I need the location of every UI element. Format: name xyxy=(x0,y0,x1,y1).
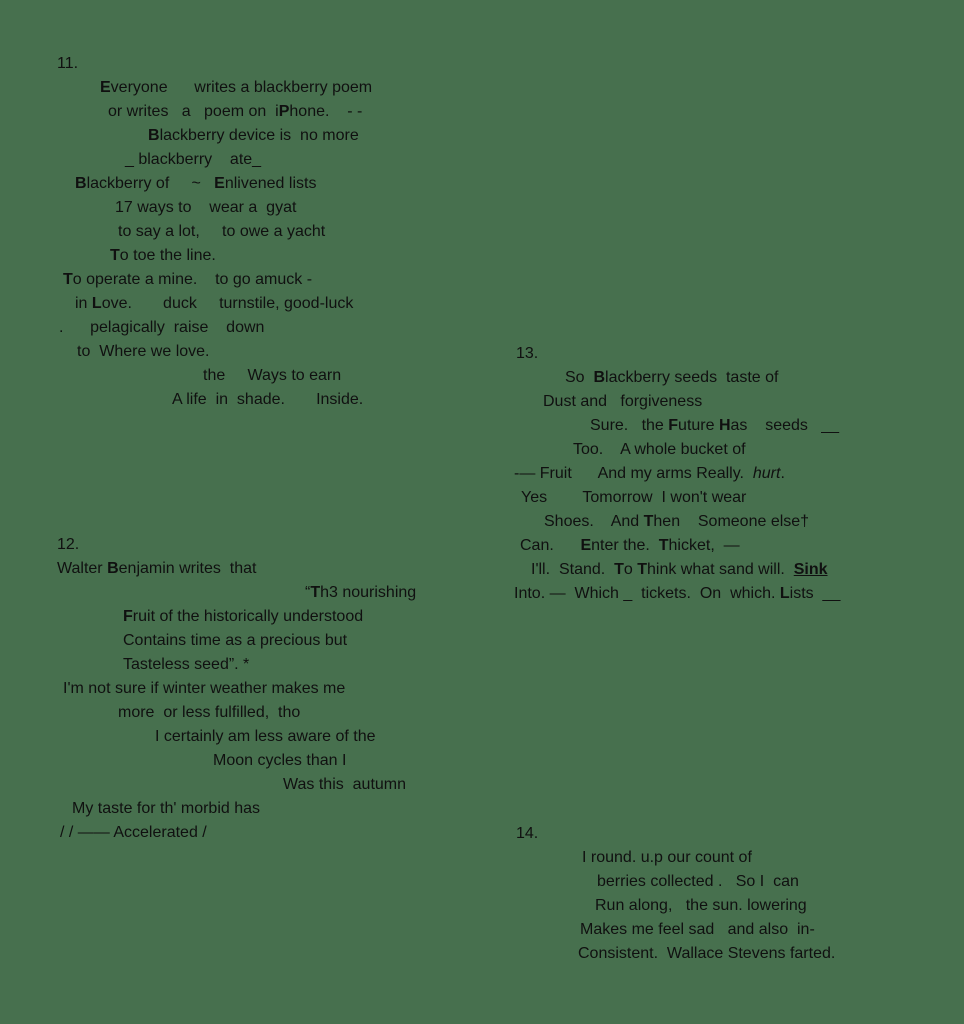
poem-text-segment: Moon cycles than I xyxy=(213,752,347,769)
poem-line xyxy=(57,76,372,100)
poem-text-segment: Can. xyxy=(520,537,581,554)
poem-text-segment: hen Someone else† xyxy=(653,513,810,530)
poem-text-segment: So xyxy=(565,369,594,386)
poem-line xyxy=(514,534,840,558)
poem-text-segment: uture xyxy=(678,417,719,434)
poem-line xyxy=(57,653,416,677)
poem-line xyxy=(57,268,372,292)
poem-text-segment: Into. — Which _ tickets. On which. xyxy=(514,585,780,602)
poem-text-segment: Tasteless seed”. * xyxy=(123,656,250,673)
poem-text-segment: o xyxy=(623,561,638,578)
poem-text-segment: Yes Tomorrow I won't wear xyxy=(521,489,747,506)
poem-text-segment: A life in shade. Inside. xyxy=(172,391,364,408)
poem-line xyxy=(57,220,372,244)
poem-text-segment: Was this autumn xyxy=(283,776,407,793)
poem-text-segment: hone. - - xyxy=(289,103,363,120)
poem-section-12-lines xyxy=(57,557,416,845)
poem-text-segment: Dust and forgiveness xyxy=(543,393,703,410)
poem-line xyxy=(57,172,372,196)
poem-text-segment: L xyxy=(779,585,790,602)
poem-line xyxy=(514,462,840,486)
poem-text-segment: E xyxy=(100,79,111,96)
poem-text-segment: hicket, — xyxy=(668,537,740,554)
poem-text-segment: o operate a mine. to go amuck - xyxy=(72,271,313,288)
poem-text-segment: T xyxy=(614,561,624,578)
poem-section-12 xyxy=(57,533,416,845)
section-number: 13. xyxy=(516,345,539,362)
poem-text-segment: -— Fruit And my arms Really. xyxy=(514,465,753,482)
poem-text-segment: Sure. the xyxy=(590,417,669,434)
poem-text-segment: Makes me feel sad and also in- xyxy=(580,921,815,938)
poem-text-segment: E xyxy=(214,175,225,192)
poem-section-11-lines xyxy=(57,76,372,412)
poem-section-11 xyxy=(57,52,372,412)
poem-text-segment: as seeds __ xyxy=(730,417,840,434)
poem-text-segment: / / —— Accelerated / xyxy=(60,824,207,841)
poem-line xyxy=(57,316,372,340)
poem-text-segment: . pelagically raise down xyxy=(59,319,265,336)
poem-line xyxy=(57,773,416,797)
poem-text-segment: berries collected . So I can xyxy=(597,873,799,890)
poem-line xyxy=(514,414,840,438)
poem-text-segment: My taste for th' morbid has xyxy=(72,800,261,817)
poem-line xyxy=(57,797,416,821)
poem-text-segment: enjamin writes that xyxy=(118,560,257,577)
poem-text-segment: F xyxy=(668,417,679,434)
poem-text-segment: _ blackberry ate_ xyxy=(125,151,262,168)
poem-text-segment: Consistent. Wallace Stevens farted. xyxy=(578,945,836,962)
poem-text-segment: H xyxy=(718,417,731,434)
poem-text-segment: nter the. xyxy=(591,537,659,554)
poem-text-segment: ists __ xyxy=(789,585,841,602)
poem-line xyxy=(514,558,840,582)
poem-text-segment: Too. A whole bucket of xyxy=(573,441,746,458)
poem-text-segment: lackberry device is no more xyxy=(159,127,359,144)
poem-text-segment: nlivened lists xyxy=(224,175,317,192)
poem-text-segment: E xyxy=(580,537,592,554)
poem-line xyxy=(514,486,840,510)
poem-text-segment: T xyxy=(63,271,73,288)
poem-line xyxy=(57,629,416,653)
poem-text-segment: I round. u.p our count of xyxy=(582,849,752,866)
poem-line xyxy=(516,846,835,870)
poem-line xyxy=(57,124,372,148)
poem-text-segment: the Ways to earn xyxy=(203,367,342,384)
poem-text-segment: B xyxy=(593,369,606,386)
poem-text-segment: I'll. Stand. xyxy=(531,561,615,578)
poem-line xyxy=(57,364,372,388)
poem-text-segment: Contains time as a precious but xyxy=(123,632,348,649)
poem-line xyxy=(57,244,372,268)
poem-line xyxy=(514,366,840,390)
section-number: 11. xyxy=(57,55,79,72)
poem-text-segment: B xyxy=(75,175,87,192)
poem-line xyxy=(57,749,416,773)
poem-line xyxy=(57,701,416,725)
poem-text-segment: L xyxy=(91,295,102,312)
poem-text-segment: or writes a poem on i xyxy=(108,103,279,120)
poem-text-segment: T xyxy=(310,584,321,601)
poem-line xyxy=(57,196,372,220)
poem-text-segment: B xyxy=(107,560,119,577)
poem-text-segment: veryone writes a blackberry poem xyxy=(110,79,373,96)
poem-text-segment: T xyxy=(658,537,669,554)
poem-line xyxy=(514,390,840,414)
poem-text-segment: “ xyxy=(305,584,311,601)
poem-text-segment: I certainly am less aware of the xyxy=(155,728,376,745)
poem-text-segment: hurt xyxy=(752,465,781,482)
poem-text-segment: ruit of the historically understood xyxy=(132,608,364,625)
poem-text-segment: to say a lot, to owe a yacht xyxy=(118,223,326,240)
poem-text-segment: more or less fulfilled, tho xyxy=(118,704,301,721)
poem-text-segment: T xyxy=(643,513,654,530)
poem-section-14 xyxy=(516,822,835,966)
poem-line xyxy=(516,870,835,894)
poem-text-segment: T xyxy=(637,561,647,578)
poem-line xyxy=(514,510,840,534)
poem-text-segment: F xyxy=(123,608,133,625)
poem-text-segment: 17 ways to wear a gyat xyxy=(115,199,297,216)
poem-line xyxy=(57,605,416,629)
poem-line xyxy=(57,340,372,364)
poem-line xyxy=(57,100,372,124)
section-number: 14. xyxy=(516,825,539,842)
poem-line xyxy=(516,918,835,942)
poem-text-segment: o toe the line. xyxy=(119,247,216,264)
poem-text-segment: lackberry seeds taste of xyxy=(605,369,779,386)
poem-line xyxy=(514,582,840,606)
poem-text-segment: in xyxy=(75,295,92,312)
poem-text-segment: . xyxy=(780,465,785,482)
poem-text-segment: I'm not sure if winter weather makes me xyxy=(63,680,346,697)
poem-text-segment: ove. duck turnstile, good-luck xyxy=(101,295,354,312)
poem-text-segment: Walter xyxy=(57,560,108,577)
poem-text-segment: Shoes. And xyxy=(544,513,644,530)
poem-line xyxy=(57,581,416,605)
poem-line xyxy=(514,438,840,462)
section-number: 12. xyxy=(57,536,80,553)
poem-line xyxy=(516,894,835,918)
poem-line xyxy=(57,148,372,172)
poem-line xyxy=(57,725,416,749)
poem-line xyxy=(57,388,372,412)
poem-text-segment: lackberry of ~ xyxy=(86,175,215,192)
poem-line xyxy=(57,677,416,701)
poem-text-segment: P xyxy=(278,103,290,120)
poem-line xyxy=(57,821,416,845)
poem-line xyxy=(516,942,835,966)
poem-section-13 xyxy=(514,342,840,606)
poem-text-segment: h3 nourishing xyxy=(320,584,417,601)
poem-line xyxy=(57,557,416,581)
poem-text-segment: to Where we love. xyxy=(77,343,210,360)
poem-text-segment: T xyxy=(110,247,120,264)
poem-line xyxy=(57,292,372,316)
poem-text-segment: Sink xyxy=(793,561,828,578)
poem-text-segment: hink what sand will. xyxy=(647,561,794,578)
poem-section-13-lines xyxy=(514,366,840,606)
poem-section-14-lines xyxy=(516,846,835,966)
poem-text-segment: B xyxy=(148,127,160,144)
poem-text-segment: Run along, the sun. lowering xyxy=(595,897,807,914)
